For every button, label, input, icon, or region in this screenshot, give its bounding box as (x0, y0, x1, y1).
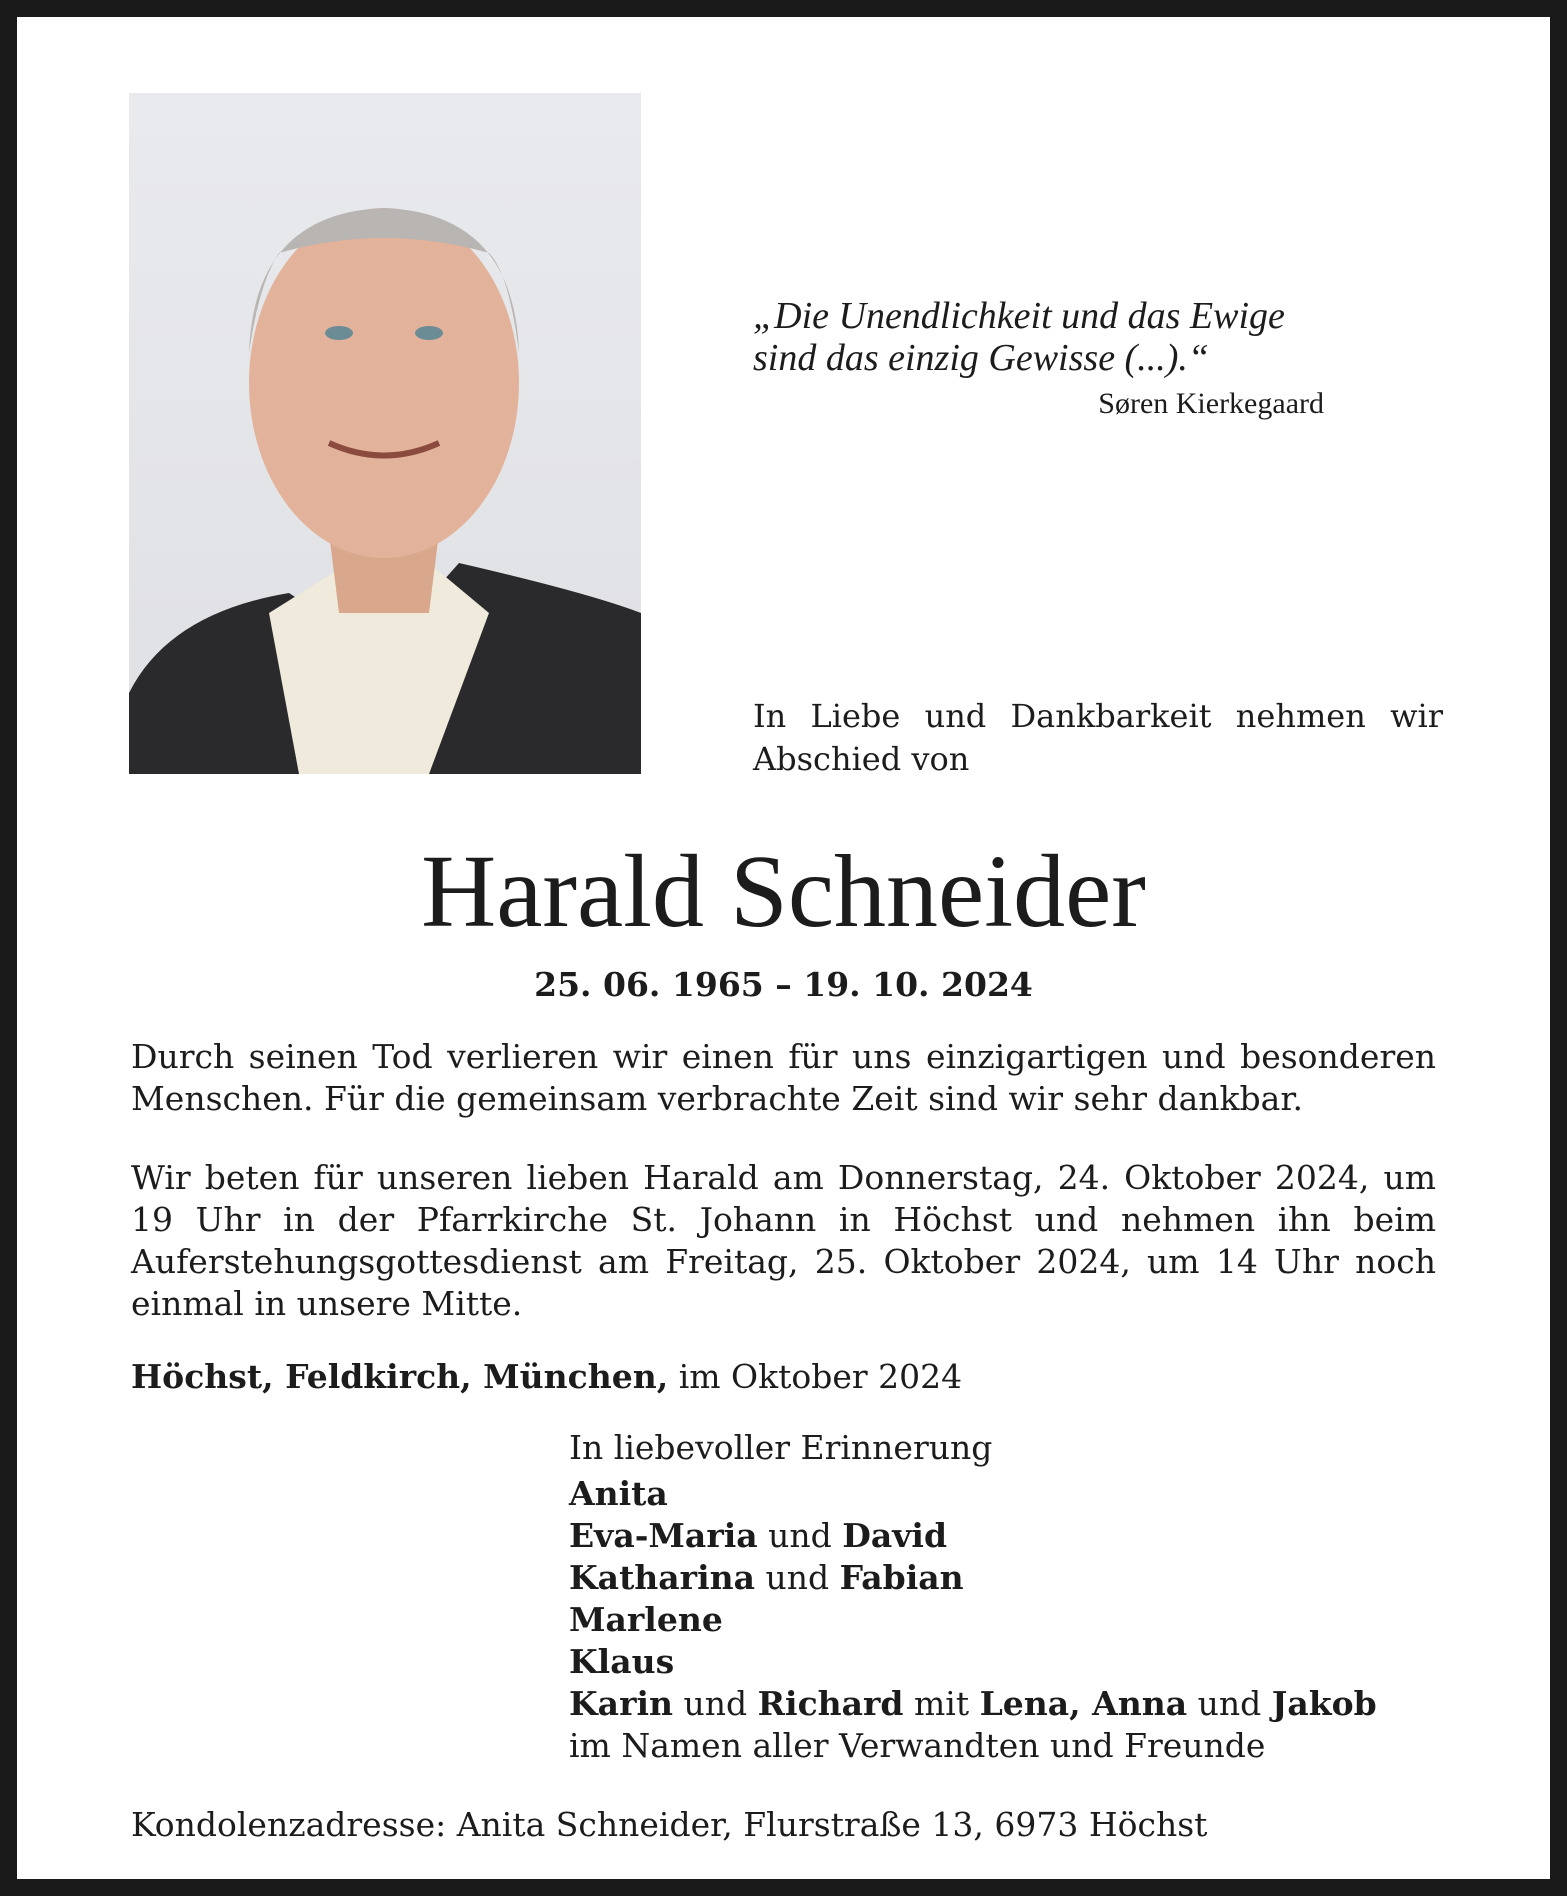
connector: und (1187, 1684, 1272, 1723)
intro-text (753, 695, 1453, 781)
mourner-row (569, 1599, 1377, 1641)
intro-line: Abschied von (753, 740, 970, 778)
condolence-address: Kondolenzadresse: Anita Schneider, Flurstraße 13, 6973 Höchst (131, 1805, 1208, 1844)
quote-author: Søren Kierkegaard (1098, 387, 1324, 420)
mourner-row (569, 1683, 1377, 1725)
places: Höchst, Feldkirch, München, (131, 1357, 669, 1396)
place-date (131, 1357, 962, 1396)
mourner-name: Lena, Anna (979, 1684, 1188, 1723)
quote-line: sind das einzig Gewisse (...).“ (753, 337, 1209, 379)
portrait-photo (129, 93, 641, 774)
mourners-closing: im Namen aller Verwandten und Freunde (569, 1726, 1266, 1765)
mourner-name: Eva-Maria (569, 1516, 758, 1555)
portrait-illustration (129, 93, 641, 774)
mourner-row (569, 1473, 1377, 1515)
mourner-name: David (842, 1516, 948, 1555)
mourner-name: Richard (757, 1684, 904, 1723)
quote-line: „Die Unendlichkeit und das Ewige (753, 295, 1285, 337)
mourner-name: Jakob (1271, 1684, 1377, 1723)
connector: und (754, 1558, 840, 1597)
connector: und (757, 1516, 843, 1555)
quote (753, 295, 1285, 379)
paragraph-1: Durch seinen Tod verlieren wir einen für uns einzigartigen und besonderen Menschen. Für die gemeinsam verbrachte Zeit sind wir sehr dankbar. (131, 1037, 1436, 1118)
mourner-row (569, 1641, 1377, 1683)
mourner-name: Klaus (569, 1642, 675, 1681)
mourners-heading: In liebevoller Erinnerung (569, 1428, 993, 1467)
mourner-name: Marlene (569, 1600, 723, 1639)
mourner-row (569, 1557, 1377, 1599)
mourner-name: Anita (569, 1474, 668, 1513)
mourner-row (569, 1515, 1377, 1557)
connector: und (672, 1684, 758, 1723)
obituary-page (17, 17, 1550, 1879)
deceased-name: Harald Schneider (421, 834, 1146, 949)
connector: mit (903, 1684, 980, 1723)
mourner-name: Katharina (569, 1558, 755, 1597)
mourner-name: Fabian (839, 1558, 964, 1597)
month-year: im Oktober 2024 (668, 1357, 963, 1396)
intro-line: In Liebe und Dankbarkeit nehmen wir (753, 697, 1443, 735)
mourner-name: Karin (569, 1684, 673, 1723)
paragraph-2: Wir beten für unseren lieben Harald am Donnerstag, 24. Oktober 2024, um 19 Uhr in der Pfarrkirche St. Johann in Höchst und nehmen ihn beim Auferstehungsgottesdienst am Freitag, 25. Oktober 2024, um 14 Uhr noch einmal in unsere Mitte. (131, 1158, 1436, 1323)
life-dates: 25. 06. 1965 – 19. 10. 2024 (534, 965, 1033, 1004)
mourners-list (569, 1427, 1377, 1767)
